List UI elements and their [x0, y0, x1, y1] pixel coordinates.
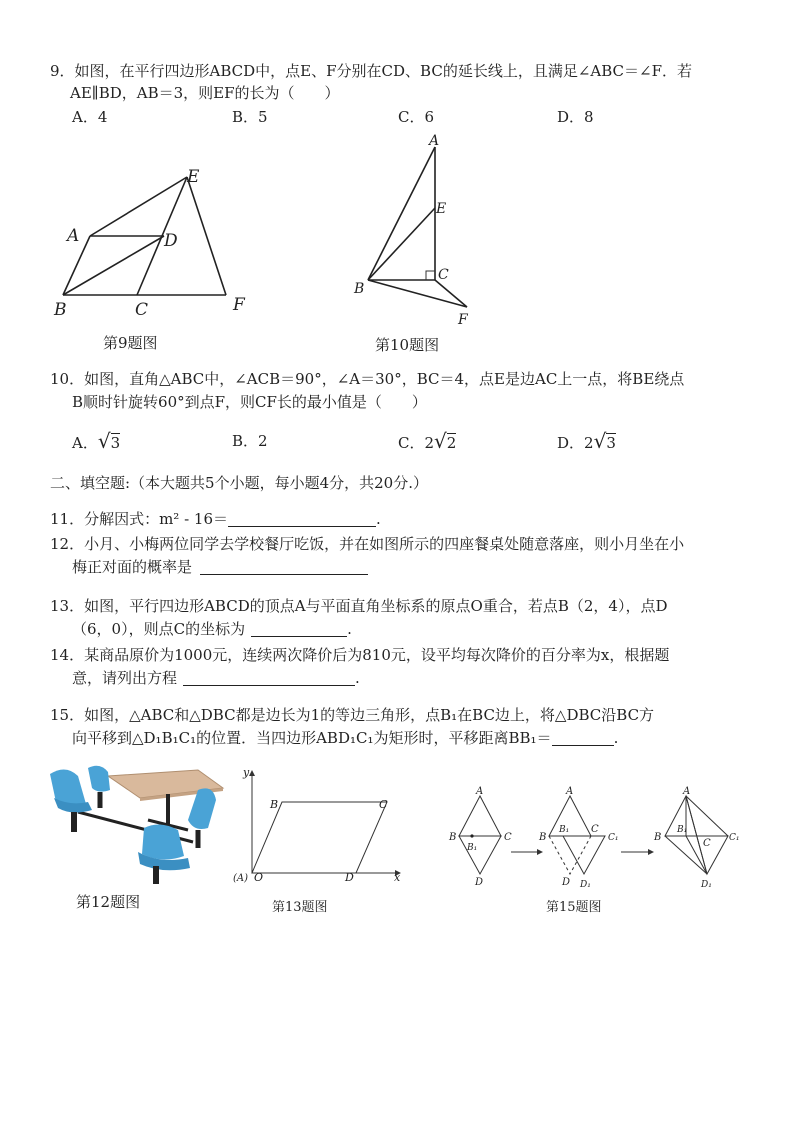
q15-answer-blank[interactable] [552, 729, 614, 746]
q15-s1-b: B [449, 832, 457, 843]
q12-line2 [72, 556, 368, 578]
section-heading: 二、填空题:（本大题共5个小题，每小题4分，共20分.） [50, 474, 428, 492]
q10-line1: 10．如图，直角△ABC中，∠ACB＝90°，∠A＝30°，BC＝4，点E是边AC上一点，将BE绕点 [50, 370, 685, 388]
q15-line2 [72, 727, 618, 749]
q13-end: . [347, 620, 352, 638]
q12-answer-blank[interactable] [200, 558, 368, 575]
table-chairs-illustration [50, 766, 223, 884]
q9-caption: 第9题图 [103, 334, 158, 352]
q13-label-c: C [379, 798, 388, 811]
q15-s3-d1: D₁ [701, 880, 712, 890]
q15-s2-c: C [591, 824, 599, 835]
q10-option-b: B．2 [232, 432, 268, 450]
q13-text: （6，0），则点C的坐标为 [72, 620, 246, 638]
q10-label-e: E [436, 201, 447, 217]
q15-end: . [613, 729, 619, 747]
q9-label-b: B [54, 300, 67, 320]
q13-label-d: D [345, 871, 354, 884]
q15-s3-b: B [654, 832, 662, 843]
q10-label-f: F [458, 312, 468, 328]
q9-line2: AE∥BD，AB＝3，则EF的长为（ ） [70, 84, 340, 102]
q13-label-b: B [270, 798, 279, 811]
q9-option-d: D．8 [557, 108, 594, 126]
q10-option-a-radical: √ [97, 429, 111, 453]
q12-text: 梅正对面的概率是 [72, 558, 193, 576]
q11-text: 11．分解因式：m² - 16＝ [50, 510, 229, 528]
q10-option-d [557, 430, 616, 454]
q9-line1: 9．如图，在平行四边形ABCD中，点E、F分别在CD、BC的延长线上，且满足∠ABC＝∠F．若 [50, 62, 692, 80]
q14-line1: 14．某商品原价为1000元，连续两次降价后为810元，设平均每次降价的百分率为x，根据题 [50, 646, 670, 664]
q11 [50, 508, 381, 530]
q10-label-a: A [429, 133, 440, 149]
q11-end: . [376, 510, 381, 528]
q10-option-c [398, 430, 456, 454]
q14-answer-blank[interactable] [183, 669, 355, 686]
q9-option-a: A．4 [72, 108, 108, 126]
q15-s2-c1: C₁ [608, 833, 619, 843]
q15-s3-c1: C₁ [729, 833, 740, 843]
q9-figure [50, 160, 260, 320]
q10-line2: B顺时针旋转60°到点F，则CF长的最小值是（ ） [72, 393, 427, 411]
q10-option-c-radicand: 2 [446, 434, 457, 452]
q12-figure [48, 760, 223, 885]
q15-arrow-2 [621, 849, 654, 855]
q14-end: . [355, 669, 360, 687]
q13-line2 [72, 618, 352, 640]
q13-label-a: (A) [233, 873, 249, 884]
q15-s2-b: B [539, 832, 547, 843]
q9-label-c: C [135, 300, 149, 320]
q12-line1: 12．小月、小梅两位同学去学校餐厅吃饭，并在如图所示的四座餐桌处随意落座，则小月坐在小 [50, 535, 685, 553]
q15-s2-a: A [566, 786, 574, 797]
q15-s1-b1: B₁ [467, 843, 478, 853]
q15-stage-3 [665, 796, 728, 874]
q13-label-y: y [243, 766, 250, 779]
q15-s3-a: A [683, 786, 691, 797]
q9-label-e: E [187, 167, 200, 187]
q15-s3-b1: B₁ [677, 825, 688, 835]
q15-s3-c: C [703, 838, 711, 849]
q15-arrow-1 [511, 849, 543, 855]
q10-label-c: C [438, 267, 449, 283]
q14-line2 [72, 667, 360, 689]
q9-label-f: F [233, 295, 245, 315]
q10-caption: 第10题图 [375, 336, 440, 354]
q13-answer-blank[interactable] [251, 620, 347, 637]
q15-line1: 15．如图，△ABC和△DBC都是边长为1的等边三角形，点B₁在BC边上，将△DBC沿BC方 [50, 706, 655, 724]
q15-s2-d1: D₁ [580, 880, 591, 890]
q12-caption: 第12题图 [76, 893, 141, 911]
q10-option-a [72, 430, 120, 454]
q14-text: 意，请列出方程 [72, 669, 178, 687]
q15-stage-1 [459, 796, 501, 874]
q9-label-a: A [67, 226, 80, 246]
q10-option-a-prefix: A． [72, 434, 98, 452]
q15-s1-c: C [504, 832, 512, 843]
q13-line1: 13．如图，平行四边形ABCD的顶点A与平面直角坐标系的原点O重合，若点B（2，4），点D [50, 597, 668, 615]
q15-s2-d: D [562, 877, 571, 888]
q15-caption: 第15题图 [546, 900, 602, 915]
q10-option-d-radicand: 3 [606, 434, 616, 452]
q15-s2-b1: B₁ [559, 825, 570, 835]
q10-option-d-prefix: D．2 [557, 434, 594, 452]
q9-option-b: B．5 [232, 108, 268, 126]
q10-option-a-radicand: 3 [110, 434, 121, 452]
q10-option-c-radical: √ [434, 429, 447, 453]
q13-label-x: x [394, 871, 401, 884]
q11-answer-blank[interactable] [228, 510, 376, 527]
q13-label-o: O [254, 871, 264, 884]
q9-figure-lines [63, 177, 226, 295]
q10-figure-lines [368, 147, 467, 307]
q9-label-d: D [164, 231, 178, 251]
q10-label-b: B [354, 281, 365, 297]
q13-figure [230, 768, 405, 883]
q15-figure [445, 784, 745, 899]
q15-stage-2 [549, 796, 605, 874]
q13-parallelogram [252, 802, 387, 873]
q13-caption: 第13题图 [272, 900, 328, 915]
q10-option-d-radical: √ [593, 429, 607, 453]
q15-s1-d: D [475, 877, 484, 888]
q10-option-c-prefix: C．2 [398, 434, 435, 452]
q15-text: 向平移到△D₁B₁C₁的位置．当四边形ABD₁C₁为矩形时，平移距离BB₁＝ [72, 729, 552, 747]
q10-figure [350, 135, 475, 330]
q15-s1-a: A [476, 786, 484, 797]
q9-option-c: C．6 [398, 108, 435, 126]
